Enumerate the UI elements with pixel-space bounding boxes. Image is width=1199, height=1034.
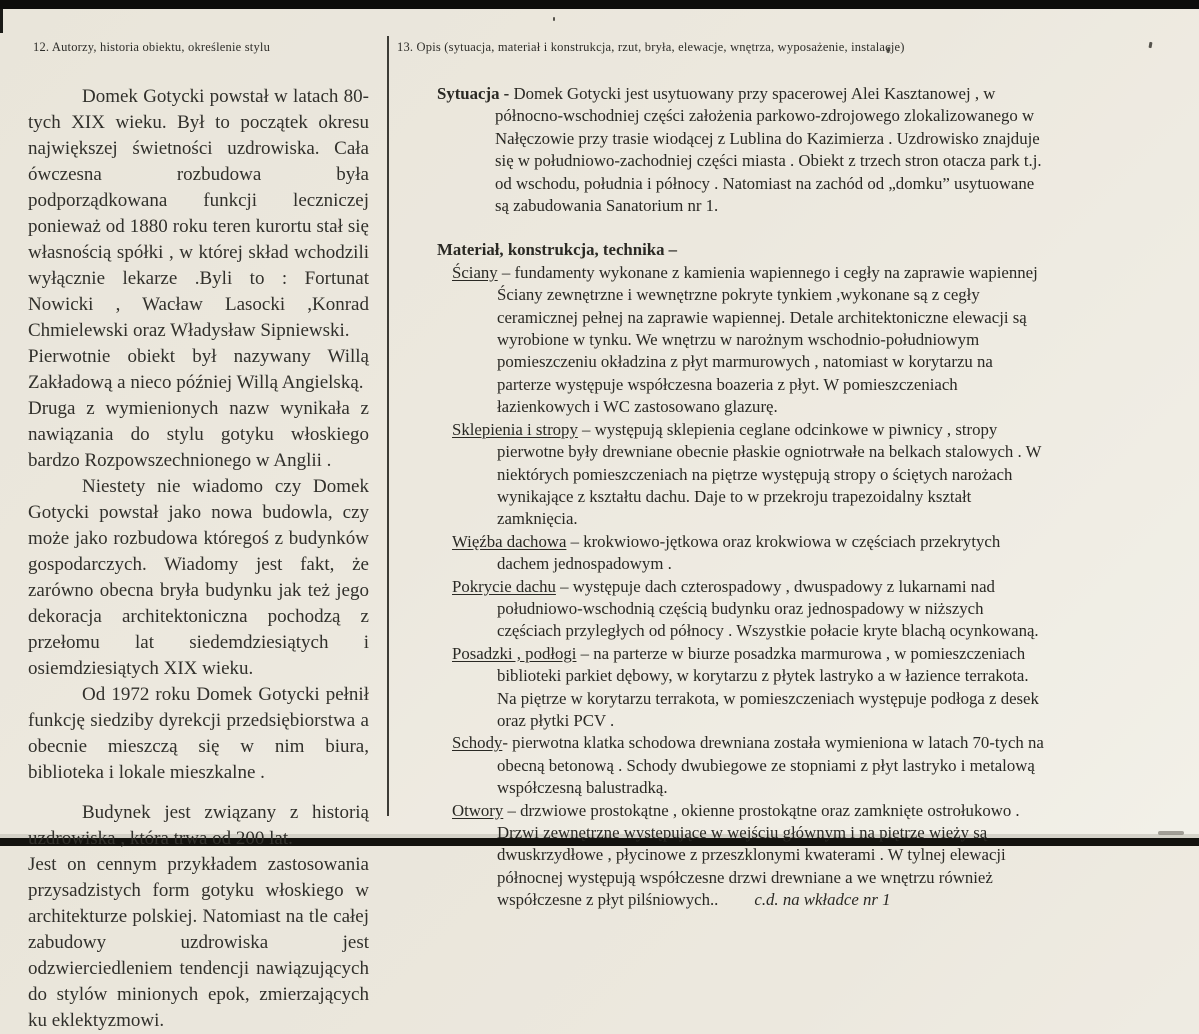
scan-speck	[1158, 831, 1184, 835]
material-entry-floors	[437, 643, 1047, 733]
entry-term: Otwory	[452, 800, 504, 820]
entry-term: Ściany	[452, 262, 498, 282]
entry-separator: –	[555, 576, 573, 596]
scan-edge-left-strip	[0, 9, 3, 33]
entry-separator: –	[503, 800, 521, 820]
entry-text: występują sklepienia ceglane odcinkowe w piwnicy , stropy pierwotne były drewniane obecnie płaskie ogniotrwałe na belkach stalowych . W niektórych pomieszczeniach na piętrze występują stropy o ściętych narożach wynikające z kształtu dachu. Daje to w przekroju trapezoidalny kształt zamknięcia.	[497, 419, 1042, 529]
entry-separator: -	[502, 733, 513, 753]
entry-text: fundamenty wykonane z kamienia wapiennego i cegły na zaprawie wapiennej Ściany zewnętrzne i wewnętrzne pokryte tynkiem ,wykonane są z cegły ceramicznej pełnej na zaprawie wapiennej. Detale architektoniczne elewacji są wyrobione w tynku. We wnętrzu w narożnym wschodnio-południowym pomieszczeniu okładzina z płyt marmurowych , natomiast w korytarzu na parterze występuje współczesna boazeria z płyt. W pomieszczeniach łazienkowych i WC zastosowano glazurę.	[497, 262, 1038, 417]
material-entry-stairs	[437, 732, 1047, 799]
section-13-header: 13. Opis (sytuacja, materiał i konstrukcja, rzut, bryła, elewacje, wnętrza, wyposażenie, instalacje)	[397, 40, 905, 54]
paragraph-style-assessment: Jest on cennym przykładem zastosowania przysadzistych form gotyku włoskiego w architekturze polskiej. Natomiast na tle całej zabudowy uzdrowiska jest odzwierciedleniem tendencji nawiązujących do stylów minionych epok, zmierzających ku eklektyzmowi.	[28, 854, 369, 1031]
entry-separator: –	[577, 419, 595, 439]
material-entry-openings	[437, 800, 1047, 912]
scan-speck	[1149, 42, 1153, 48]
situation-label: Sytuacja -	[437, 84, 510, 103]
section-13	[397, 40, 1047, 912]
paragraph-since-1972: Od 1972 roku Domek Gotycki pełnił funkcję siedziby dyrekcji przedsiębiorstwa a obecnie mieszczą się w nim biura, biblioteka i lokale mieszkalne .	[28, 684, 369, 783]
paragraph-construction-unknown: Niestety nie wiadomo czy Domek Gotycki powstał jako nowa budowla, czy może jako rozbudowa któregoś z budynków gospodarczych. Wiadomy jest fakt, że zarówno obecna bryła budynku jak też jego dekoracja architektoniczna pochodzą z przełomu lat siedemdziesiątych i osiemdziesiątych XIX wieku.	[28, 476, 369, 679]
entry-text: występuje dach czterospadowy , dwuspadowy z lukarnami nad południowo-wschodnią częścią budynku oraz jednospadowy w niższych częściach przyległych od północy . Wszystkie połacie kryte blachą ocynkowaną.	[497, 576, 1039, 641]
column-divider-rule	[387, 36, 389, 816]
entry-term: Posadzki , podłogi	[452, 643, 577, 663]
material-entry-walls	[437, 262, 1047, 419]
entry-term: Schody	[452, 733, 503, 753]
paragraph-name-style: Druga z wymienionych nazw wynikała z nawiązania do stylu gotyku włoskiego bardzo Rozpowszechnionego w Anglii .	[28, 398, 369, 471]
paragraph-building-history: Budynek jest związany z historią uzdrowiska , która trwa od 200 lat.	[28, 802, 369, 849]
material-section-header: Materiał, konstrukcja, technika –	[437, 240, 678, 260]
entry-separator: –	[497, 262, 515, 282]
entry-separator: –	[566, 531, 584, 551]
entry-text: krokwiowo-jętkowa oraz krokwiowa w częściach przekrytych dachem jednospadowym .	[497, 531, 1001, 574]
entry-text: na parterze w biurze posadzka marmurowa , w pomieszczeniach biblioteki parkiet dębowy, w korytarzu z płytek lastryko a w łazience terrakota. Na piętrze w korytarzu terrakota, w pomieszczeniach występuje podłoga z desek oraz płytki PCV .	[497, 643, 1039, 730]
entry-text: drzwiowe prostokątne , okienne prostokątne oraz zamknięte ostrołukowo . Drzwi zewnętrzne występujące w wejściu głównym i na piętrze wieży są dwuskrzydłowe , płycinowe z przeszklonymi kwaterami . W tylnej elewacji północnej występują współczesne drzwi drewniane a we wnętrzu również współczesne z płyt pilśniowych..	[497, 800, 1020, 910]
paragraph-original-names: Pierwotnie obiekt był nazywany Willą Zakładową a nieco później Willą Angielską.	[28, 346, 369, 393]
material-entry-vaults-ceilings	[437, 419, 1047, 531]
section-13-body	[437, 83, 1047, 912]
scan-edge-top-bar	[0, 0, 1199, 9]
material-entry-roof-covering	[437, 576, 1047, 643]
entry-term: Więźba dachowa	[452, 531, 567, 551]
section-12-body	[28, 84, 369, 1034]
entry-term: Pokrycie dachu	[452, 576, 556, 596]
entry-term: Sklepienia i stropy	[452, 419, 578, 439]
material-entry-roof-truss	[437, 531, 1047, 576]
section-12-header: 12. Autorzy, historia obiektu, określenie stylu	[33, 40, 271, 54]
continuation-note: c.d. na wkładce nr 1	[754, 890, 891, 910]
paragraph-history-origin: Domek Gotycki powstał w latach 80-tych XIX wieku. Był to początek okresu największej świetności uzdrowiska. Cała ówczesna rozbudowa była podporządkowana funkcji leczniczej ponieważ od 1880 roku teren kurortu stał się własnością spółki , w której skład wchodzili wyłącznie lekarze .Byli to : Fortunat Nowicki , Wacław Lasocki ,Konrad Chmielewski oraz Władysław Sipniewski.	[28, 86, 369, 341]
entry-separator: –	[576, 643, 594, 663]
situation-text: Domek Gotycki jest usytuowany przy spacerowej Alei Kasztanowej , w północno-wschodniej części założenia parkowo-zdrojowego zlokalizowanego w Nałęczowie przy trasie wiodącej z Lublina do Kazimierza . Uzdrowisko znajduje się w południowo-zachodniej części miasta . Obiekt z trzech stron otacza park t.j. od wschodu, południa i północy . Natomiast na zachód od „domku” usytuowane są zabudowania Sanatorium nr 1.	[495, 84, 1042, 216]
situation-block	[437, 83, 1047, 217]
scan-speck	[553, 17, 555, 21]
entry-text: pierwotna klatka schodowa drewniana została wymieniona w latach 70-tych na obecną betonową . Schody dwubiegowe ze stopniami z płyt lastryko i metalową współczesną balustradką.	[497, 733, 1044, 798]
